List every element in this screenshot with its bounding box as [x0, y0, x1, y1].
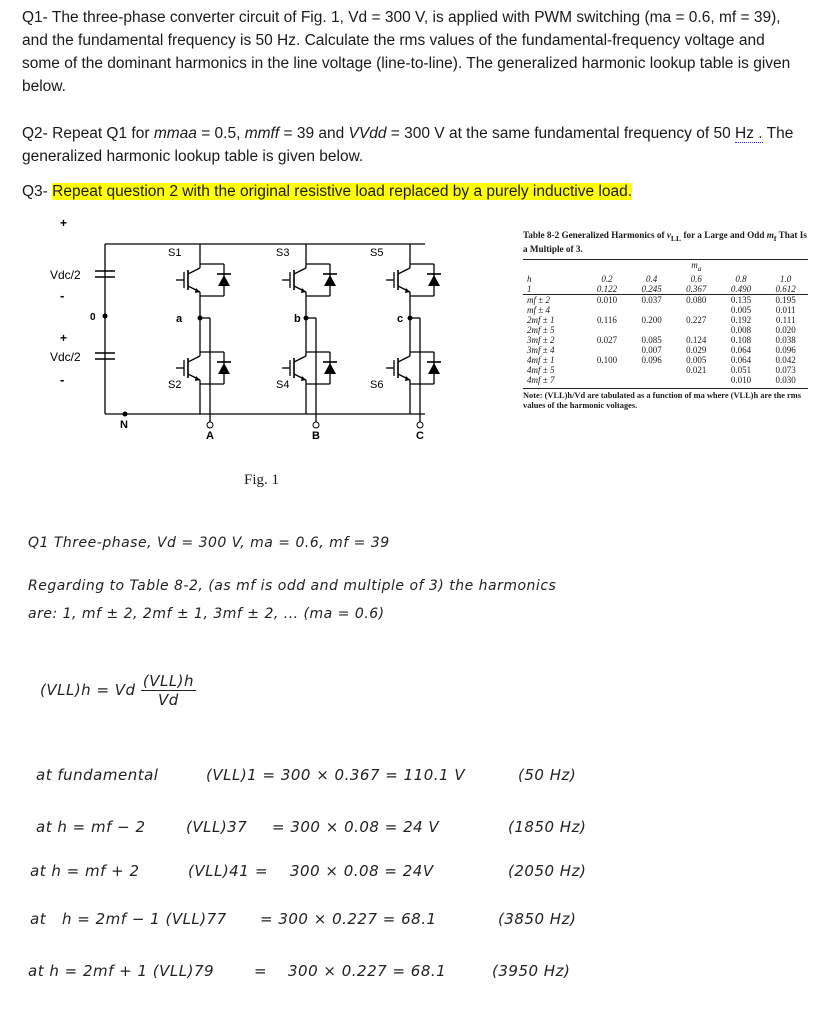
- harmonic-value: 0.007: [641, 344, 662, 355]
- solution-line-1: Q1 Three-phase, Vd = 300 V, ma = 0.6, mf = 39: [28, 535, 390, 551]
- harmonic-value: 0.096: [775, 344, 796, 355]
- harmonic-value: 0.192: [730, 314, 752, 325]
- switch-s1-label: S1: [168, 247, 182, 259]
- q2-ma-symbol: mmaa: [153, 125, 197, 142]
- harmonic-value: [629, 365, 674, 375]
- table-row: [523, 345, 808, 355]
- solution-h41-label: at h = mf + 2: [30, 862, 140, 880]
- n-node-label: N: [120, 419, 128, 431]
- harmonic-value: [629, 305, 674, 315]
- harmonic-order: 4mf ± 5: [527, 364, 555, 375]
- harmonic-order: mf ± 2: [527, 294, 550, 305]
- harmonic-value: 0.064: [730, 354, 752, 365]
- harmonic-value: [585, 365, 630, 375]
- question-2-text: The generalized harmonic lookup table is given below.: [22, 125, 794, 165]
- table-note: Note: (VLL)h/Vd are tabulated as a function of ma where (VLL)h are the rms values of the harmonic voltages.: [523, 388, 808, 411]
- output-terminal: [417, 422, 423, 428]
- switch-lower-2-c-lead: [294, 356, 306, 362]
- q2-hz-unit: Hz .: [735, 125, 763, 142]
- harmonic-value: 0.490: [719, 284, 764, 295]
- ma-header: m: [691, 259, 698, 270]
- switch-upper-3-diode-icon: [428, 275, 440, 286]
- harmonic-value: 0.227: [686, 314, 707, 325]
- harmonic-value: 0.367: [674, 284, 719, 295]
- harmonic-value: [585, 305, 630, 315]
- solution-h77-value: = 300 × 0.227 = 68.1: [260, 910, 437, 928]
- harmonic-value: 0.080: [686, 294, 707, 305]
- harmonic-value: 0.085: [641, 334, 662, 345]
- ma-value: 0.4: [646, 273, 658, 284]
- table-caption: Table 8-2 Generalized Harmonics of $v_{LL}$ for a Large and Odd $m_f$ That Is a Multiple of 3.: [523, 230, 807, 254]
- harmonic-value: 0.010: [730, 374, 752, 385]
- switch-lower-1-c-lead: [188, 356, 200, 362]
- output-a-label: A: [206, 430, 214, 442]
- dc-source-top-label: Vdc/2: [50, 268, 81, 282]
- harmonic-value: 0.027: [596, 334, 618, 345]
- table-row: [523, 365, 808, 375]
- switch-lower-3-diode-icon: [428, 363, 440, 374]
- neutral-node-label: 0: [90, 312, 96, 323]
- harmonic-value: 0.100: [596, 354, 618, 365]
- table-row: [523, 355, 808, 365]
- question-1-text: Q1- The three-phase converter circuit of Fig. 1, Vd = 300 V, is applied with PWM switching (ma = 0.6, mf = 39), and the fundamental frequency is 50 Hz. Calculate the rms values of the fundamental-frequency voltage and some of the dominant harmonics in the line voltage (line-to-line). The generalized harmonic lookup table is given below.: [22, 9, 791, 95]
- harmonic-value: 0.005: [730, 304, 752, 315]
- switch-s4-label: S4: [276, 379, 290, 391]
- question-3-label: Q3-: [22, 183, 53, 200]
- harmonic-value: 0.011: [775, 304, 796, 315]
- solution-h37-label: at h = mf − 2: [36, 818, 146, 836]
- solution-line-2: Regarding to Table 8-2, (as mf is odd and multiple of 3) the harmonics: [28, 578, 557, 594]
- harmonic-value: 0.111: [775, 314, 796, 325]
- ma-value: 0.6: [690, 273, 702, 284]
- switch-s2-label: S2: [168, 379, 182, 391]
- switch-upper-2-c-lead: [294, 268, 306, 274]
- node-c-label: c: [397, 313, 404, 325]
- harmonic-order: 1: [523, 284, 585, 295]
- harmonic-value: 0.010: [596, 294, 618, 305]
- solution-fundamental-value: (VLL)1 = 300 × 0.367 = 110.1 V: [206, 766, 466, 784]
- harmonic-value: 0.037: [641, 294, 662, 305]
- harmonic-value: 0.116: [597, 314, 617, 325]
- h-header: h: [527, 273, 532, 284]
- switch-lower-1-diode-icon: [218, 363, 230, 374]
- dc-minus-top: -: [60, 288, 65, 303]
- harmonic-order: mf ± 4: [527, 304, 550, 315]
- harmonic-value: 0.096: [641, 354, 662, 365]
- solution-h41-value: 300 × 0.08 = 24V: [290, 862, 434, 880]
- output-terminal: [207, 422, 213, 428]
- switch-s5-label: S5: [370, 247, 384, 259]
- harmonic-value: 0.245: [629, 284, 674, 295]
- solution-h79-eq: =: [254, 962, 268, 980]
- table-row: [523, 284, 808, 295]
- question-2-text: = 39 and: [279, 125, 349, 142]
- harmonic-value: 0.135: [730, 294, 752, 305]
- harmonic-value: 0.005: [686, 354, 707, 365]
- switch-upper-1-c-lead: [188, 268, 200, 274]
- solution-h41-symbol: (VLL)41: [188, 862, 250, 880]
- harmonic-value: 0.200: [641, 314, 662, 325]
- solution-h79-label: at h = 2mf + 1 (VLL)79: [28, 962, 215, 980]
- harmonic-value: 0.073: [775, 364, 796, 375]
- harmonic-value: [674, 325, 719, 335]
- table-row: [523, 294, 808, 305]
- harmonic-order: 3mf ± 2: [527, 334, 555, 345]
- question-1: [22, 6, 802, 98]
- question-2: [22, 122, 802, 168]
- dc-minus-bottom: -: [60, 372, 65, 387]
- switch-s6-label: S6: [370, 379, 384, 391]
- harmonic-order: 4mf ± 1: [527, 354, 555, 365]
- switch-lower-2-diode-icon: [324, 363, 336, 374]
- harmonic-value: 0.108: [730, 334, 752, 345]
- harmonic-order: 2mf ± 1: [527, 314, 555, 325]
- question-2-text: = 0.5,: [196, 125, 245, 142]
- harmonic-value: [629, 325, 674, 335]
- switch-upper-2-diode-icon: [324, 275, 336, 286]
- harmonic-value: [674, 305, 719, 315]
- dc-source-bottom-label: Vdc/2: [50, 350, 81, 364]
- output-c-label: C: [416, 430, 424, 442]
- solution-h79-freq: (3950 Hz): [492, 962, 571, 980]
- three-phase-inverter-diagram: [50, 216, 470, 458]
- harmonic-value: [629, 375, 674, 385]
- ma-value: 0.8: [735, 273, 747, 284]
- switch-upper-1-diode-icon: [218, 275, 230, 286]
- ma-value: 1.0: [780, 273, 792, 284]
- ma-value: 0.2: [601, 273, 613, 284]
- solution-formula: (VLL)h = Vd $\frac{\text{(VLL)h}}{Vd}$: [40, 672, 195, 709]
- node-a-label: a: [176, 313, 183, 325]
- table-row: [523, 315, 808, 325]
- harmonic-value: 0.195: [775, 294, 796, 305]
- harmonic-value: 0.020: [775, 324, 796, 335]
- harmonic-value: 0.042: [775, 354, 796, 365]
- table-row: [523, 375, 808, 385]
- question-3-highlighted-text: Repeat question 2 with the original resistive load replaced by a purely inductive load.: [52, 183, 633, 200]
- solution-fundamental-label: at fundamental: [36, 766, 159, 784]
- switch-lower-3-c-lead: [398, 356, 410, 362]
- solution-h79-value: 300 × 0.227 = 68.1: [288, 962, 447, 980]
- question-2-text: = 300 V at the same fundamental frequency of 50: [386, 125, 736, 142]
- table-row: [523, 335, 808, 345]
- solution-fundamental-freq: (50 Hz): [518, 766, 577, 784]
- harmonic-order: 2mf ± 5: [527, 324, 555, 335]
- harmonic-value: 0.124: [686, 334, 707, 345]
- harmonic-order: 3mf ± 4: [527, 344, 555, 355]
- harmonic-order: 4mf ± 7: [527, 374, 555, 385]
- solution-h77-at: at: [30, 910, 47, 928]
- harmonic-value: 0.029: [686, 344, 707, 355]
- solution-h37-value: = 300 × 0.08 = 24 V: [272, 818, 440, 836]
- switch-upper-3-c-lead: [398, 268, 410, 274]
- harmonic-value: [585, 325, 630, 335]
- q2-vd-symbol: VVdd: [348, 125, 387, 142]
- harmonic-value: 0.030: [775, 374, 796, 385]
- solution-h77-freq: (3850 Hz): [498, 910, 577, 928]
- question-2-text: Q2- Repeat Q1 for: [22, 125, 154, 142]
- solution-h37-freq: (1850 Hz): [508, 818, 587, 836]
- harmonics-table: $m_a$ h 0.2 0.4 0.6 0.8 1.0 1 0.122 0.245 0.367 0.490 0.612 mf ± 2 0.010 0.037 0.080 0.135 0.195 mf ± 4 0.005 0.011 2mf ± 1 0.116 0.200 0.227 0.192 0.111 2mf ± 5 0.008 0.020 3mf ± 2 0.027 0.085 0.124 0.108 0.038 3mf ± 4 0.007 0.029 0.064 0.096 4mf ± 1 0.100 0.096 0.005 0.064 0.042 4mf ± 5 0.021 0.051 0.073 4mf ± 7 0.010 0.030: [523, 259, 808, 385]
- question-3: [22, 180, 802, 203]
- harmonic-value: 0.051: [730, 364, 752, 375]
- output-b-label: B: [312, 430, 320, 442]
- q2-mf-symbol: mmff: [244, 125, 280, 142]
- harmonic-value: [585, 345, 630, 355]
- solution-h37-symbol: (VLL)37: [186, 818, 248, 836]
- harmonic-value: [585, 375, 630, 385]
- harmonic-value: 0.122: [585, 284, 630, 295]
- figure-caption: Fig. 1: [244, 472, 280, 488]
- table-row: [523, 325, 808, 335]
- solution-h41-freq: (2050 Hz): [508, 862, 587, 880]
- harmonic-value: [674, 375, 719, 385]
- dc-plus-bottom: +: [60, 331, 68, 345]
- table-header-row: [523, 274, 808, 284]
- switch-s3-label: S3: [276, 247, 290, 259]
- harmonic-value: 0.021: [686, 364, 707, 375]
- harmonic-value: 0.612: [763, 284, 808, 295]
- output-terminal: [313, 422, 319, 428]
- harmonic-value: 0.064: [730, 344, 752, 355]
- harmonic-value: 0.008: [730, 324, 752, 335]
- table-row: [523, 305, 808, 315]
- harmonic-value: 0.038: [775, 334, 796, 345]
- node-b-label: b: [294, 313, 301, 325]
- solution-h41-eq: =: [255, 862, 269, 880]
- harmonics-table-block: [523, 230, 808, 411]
- solution-h77-label: h = 2mf − 1 (VLL)77: [62, 910, 227, 928]
- dc-plus-top: +: [60, 216, 68, 230]
- solution-line-3: are: 1, mf ± 2, 2mf ± 1, 3mf ± 2, ... (ma = 0.6): [28, 606, 385, 622]
